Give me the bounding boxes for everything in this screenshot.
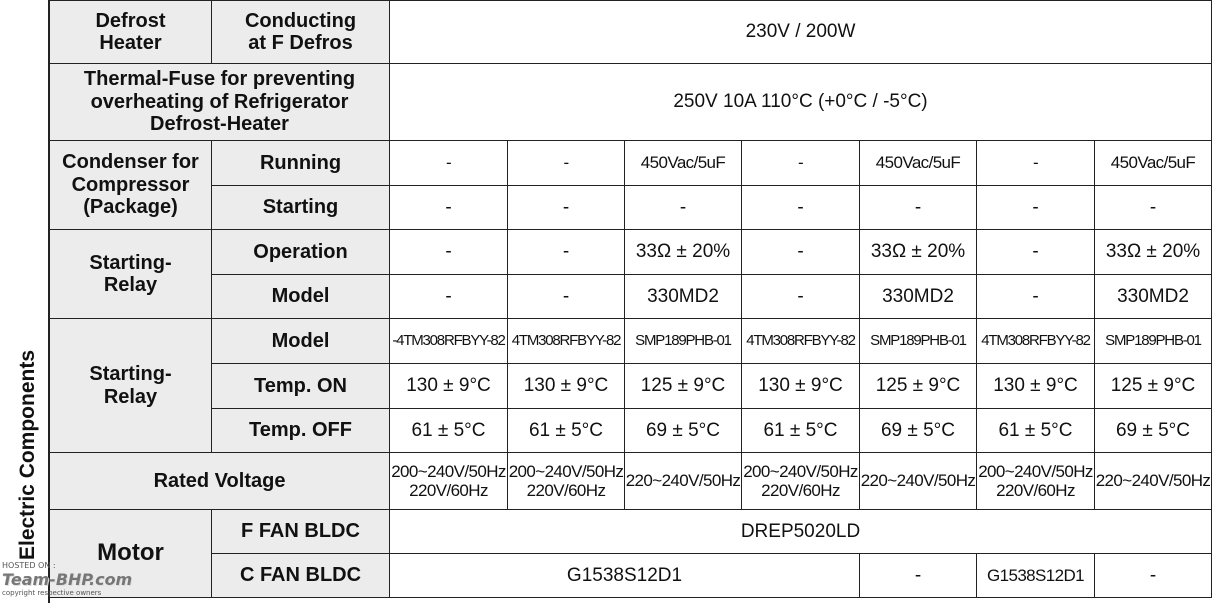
rated-voltage-cell	[508, 453, 625, 510]
starting-cell: -	[977, 186, 1095, 230]
section-label-column	[4, 0, 50, 603]
relay2-model-cell: -4TM308RFBYY-82	[390, 319, 508, 364]
relay1-model-cell: 330MD2	[860, 275, 977, 319]
operation-cell: 33Ω ± 20%	[860, 230, 977, 275]
relay2-line2: Relay	[103, 385, 158, 408]
rated-voltage-cell	[625, 453, 742, 510]
row-f-fan	[50, 510, 1212, 554]
rv-line1: 200~240V/50Hz	[391, 461, 506, 481]
operation-cell: -	[508, 230, 625, 275]
row-condenser-starting	[50, 186, 1212, 230]
c-fan-value: -	[1095, 554, 1212, 598]
relay1-model-cell: 330MD2	[1095, 275, 1212, 319]
c-fan-value: G1538S12D1	[390, 554, 860, 598]
temp-off-cell: 69 ± 5°C	[860, 409, 977, 453]
thermal-fuse-line1: Thermal-Fuse for preventing	[83, 68, 356, 91]
rv-line1: 220~240V/50Hz	[625, 471, 741, 491]
running-cell: -	[390, 141, 508, 186]
row-thermal-fuse	[50, 64, 1212, 141]
rated-voltage-cell	[1095, 453, 1212, 510]
running-label: Running	[212, 141, 390, 186]
temp-off-label: Temp. OFF	[212, 409, 390, 453]
temp-on-cell: 130 ± 9°C	[742, 364, 860, 409]
condenser-line2: Compressor	[71, 173, 190, 196]
temp-on-cell: 130 ± 9°C	[390, 364, 508, 409]
thermal-fuse-value: 250V 10A 110°C (+0°C / -5°C)	[390, 64, 1212, 141]
relay1-model-cell: -	[508, 275, 625, 319]
operation-cell: -	[742, 230, 860, 275]
thermal-fuse-line2: overheating of Refrigerator	[90, 90, 349, 113]
rv-line2: 220V/60Hz	[996, 481, 1075, 500]
relay1-model-cell: -	[977, 275, 1095, 319]
running-cell: 450Vac/5uF	[625, 141, 742, 186]
rated-voltage-cell	[977, 453, 1095, 510]
rated-voltage-cell	[390, 453, 508, 510]
relay2-model-cell: 4TM308RFBYY-82	[508, 319, 625, 364]
relay1-line2: Relay	[103, 274, 158, 296]
relay2-model-cell: SMP189PHB-01	[625, 319, 742, 364]
defrost-label-line2: Heater	[99, 32, 162, 54]
defrost-value: 230V / 200W	[390, 1, 1212, 64]
c-fan-value: G1538S12D1	[977, 554, 1095, 598]
condenser-line1: Condenser for	[62, 151, 199, 174]
running-cell: 450Vac/5uF	[860, 141, 977, 186]
temp-on-cell: 125 ± 9°C	[860, 364, 977, 409]
operation-cell: -	[977, 230, 1095, 275]
rv-line2: 220V/60Hz	[761, 481, 840, 500]
relay1-line1: Starting-	[89, 251, 172, 274]
row-rated-voltage	[50, 453, 1212, 510]
c-fan-label: C FAN BLDC	[212, 554, 390, 598]
starting-label: Starting	[212, 186, 390, 230]
operation-cell: -	[390, 230, 508, 275]
section-label: Electric Components	[16, 349, 39, 561]
starting-cell: -	[742, 186, 860, 230]
condenser-label	[50, 141, 212, 230]
rv-line1: 200~240V/50Hz	[978, 461, 1093, 481]
row-defrost-heater	[50, 1, 1212, 64]
row-relay-operation	[50, 230, 1212, 275]
starting-cell: -	[390, 186, 508, 230]
temp-off-cell: 69 ± 5°C	[1095, 409, 1212, 453]
starting-cell: -	[860, 186, 977, 230]
running-cell: -	[508, 141, 625, 186]
rv-line1: 200~240V/50Hz	[743, 461, 858, 481]
thermal-fuse-label	[50, 64, 390, 141]
relay2-model-label: Model	[212, 319, 390, 364]
rv-line1: 220~240V/50Hz	[1095, 471, 1211, 491]
rated-voltage-label: Rated Voltage	[50, 453, 390, 510]
row-condenser-running	[50, 141, 1212, 186]
spec-table	[49, 0, 1212, 598]
watermark-hosted: HOSTED ON :	[2, 561, 56, 570]
relay1-model-label: Model	[212, 275, 390, 319]
defrost-sub-line1: Conducting	[244, 9, 357, 32]
running-cell: -	[977, 141, 1095, 186]
f-fan-value: DREP5020LD	[390, 510, 1212, 554]
rated-voltage-cell	[742, 453, 860, 510]
temp-on-cell: 125 ± 9°C	[1095, 364, 1212, 409]
row-relay-model	[50, 275, 1212, 319]
row-temp-off	[50, 409, 1212, 453]
watermark	[2, 561, 132, 597]
relay1-model-cell: -	[390, 275, 508, 319]
defrost-label-line1: Defrost	[95, 9, 166, 32]
rv-line1: 220~240V/50Hz	[860, 471, 976, 491]
watermark-logo	[2, 570, 132, 589]
row-temp-on	[50, 364, 1212, 409]
relay1-model-cell: -	[742, 275, 860, 319]
rv-line2: 220V/60Hz	[526, 481, 606, 500]
running-cell: 450Vac/5uF	[1095, 141, 1212, 186]
relay2-model-cell: SMP189PHB-01	[1095, 319, 1212, 364]
watermark-brand-a: Team-	[2, 570, 56, 589]
starting-cell: -	[508, 186, 625, 230]
temp-off-cell: 61 ± 5°C	[508, 409, 625, 453]
operation-cell: 33Ω ± 20%	[1095, 230, 1212, 275]
watermark-copyright: copyright respective owners	[2, 589, 102, 597]
motor-label: Motor	[50, 510, 212, 598]
defrost-heater-label	[50, 1, 212, 64]
f-fan-label: F FAN BLDC	[212, 510, 390, 554]
starting-cell: -	[1095, 186, 1212, 230]
rv-line2: 220V/60Hz	[409, 481, 488, 500]
relay2-model-cell: 4TM308RFBYY-82	[742, 319, 860, 364]
starting-cell: -	[625, 186, 742, 230]
temp-on-cell: 130 ± 9°C	[508, 364, 625, 409]
starting-relay-1-label	[50, 230, 212, 319]
running-cell: -	[742, 141, 860, 186]
rated-voltage-cell	[860, 453, 977, 510]
temp-on-cell: 130 ± 9°C	[977, 364, 1095, 409]
starting-relay-2-label	[50, 319, 212, 453]
defrost-sub-line2: at F Defros	[248, 32, 353, 54]
watermark-brand-b: BHP	[55, 570, 89, 589]
temp-off-cell: 61 ± 5°C	[390, 409, 508, 453]
c-fan-value: -	[860, 554, 977, 598]
temp-off-cell: 61 ± 5°C	[977, 409, 1095, 453]
temp-on-cell: 125 ± 9°C	[625, 364, 742, 409]
operation-cell: 33Ω ± 20%	[625, 230, 742, 275]
rv-line1: 200~240V/50Hz	[508, 461, 624, 481]
relay2-model-cell: SMP189PHB-01	[860, 319, 977, 364]
operation-label: Operation	[212, 230, 390, 275]
row-relay2-model	[50, 319, 1212, 364]
temp-off-cell: 61 ± 5°C	[742, 409, 860, 453]
relay2-model-cell: 4TM308RFBYY-82	[977, 319, 1095, 364]
condenser-line3: (Package)	[83, 196, 178, 219]
thermal-fuse-line3: Defrost-Heater	[150, 113, 289, 136]
watermark-brand-c: .com	[89, 570, 133, 589]
relay1-model-cell: 330MD2	[625, 275, 742, 319]
temp-off-cell: 69 ± 5°C	[625, 409, 742, 453]
relay2-line1: Starting-	[89, 363, 172, 386]
row-c-fan	[50, 554, 1212, 598]
defrost-sub-label	[212, 1, 390, 64]
temp-on-label: Temp. ON	[212, 364, 390, 409]
